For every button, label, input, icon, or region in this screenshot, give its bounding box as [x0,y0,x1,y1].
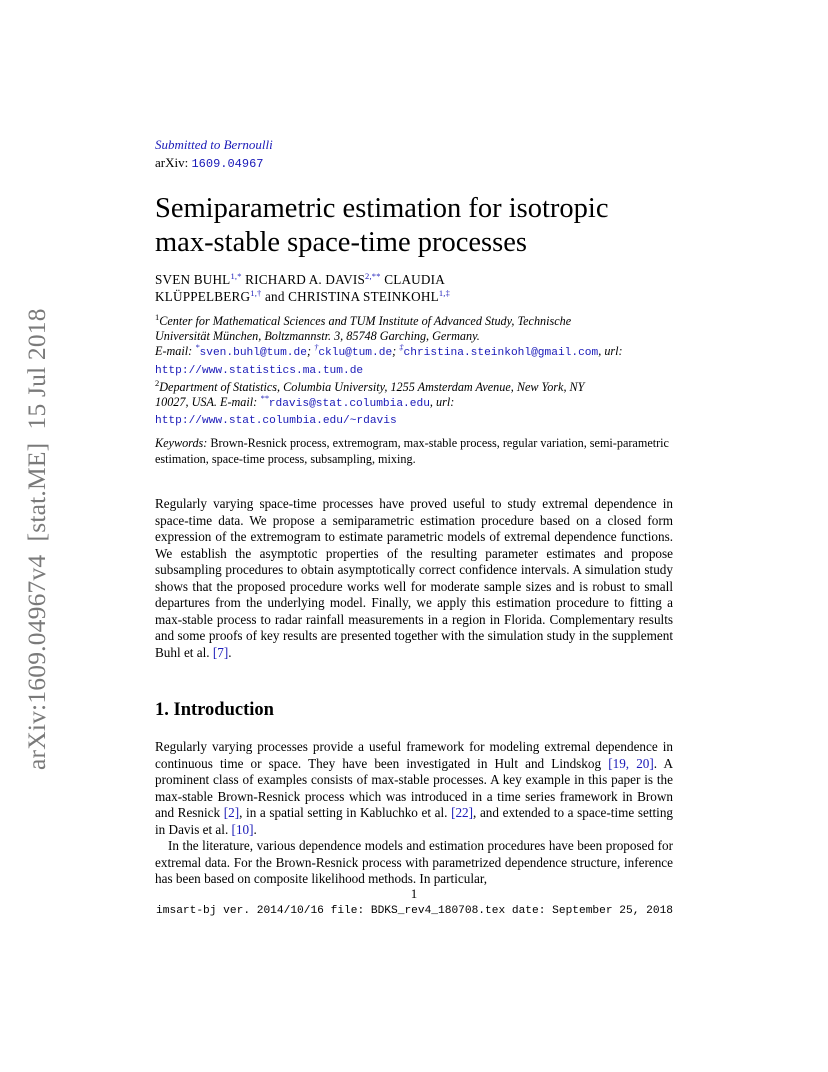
page-number: 1 [410,886,418,901]
abstract-text: Regularly varying space-time processes have proved useful to study extremal dependence in space-time data. We propose a semiparametric estimation procedure based on a closed form expression of the extremogram to estimate parametric models of extremal dependence functions. We establish the asymptotic properties of the resulting parameter estimates and propose subsampling procedures to obtain asymptotically correct confidence intervals. A simulation study shows that the proposed procedure works well for moderate sample sizes and is robust to small departures from the underlying model. Finally, we apply this estimation procedure to fitting a max-stable process to radar rainfall measurements in a region in Florida. Complementary results and some proofs of key results are presented together with the simulation study in the supplement Buhl et al. [155,496,673,660]
citation-link[interactable]: [7] [212,644,229,660]
title-line-2: max-stable space-time processes [155,227,527,258]
email-mark: * [195,342,200,353]
section-heading: 1. Introduction [155,700,274,720]
author-name: SVEN BUHL [155,272,231,287]
paragraph [155,838,673,888]
url-label: url: [436,395,455,410]
author-conjunction: and [265,289,285,304]
author-footnote-mark[interactable]: 1,* [230,271,242,281]
affiliation-1: $^1$Center for Mathematical Sciences and TUM Institute of Advanced Study, Technische Universität München, Boltzmannstr. 3, 85748 Garching, Germany. E-mail: *sven.buhl@tum.de; †cklu@tum.de; ‡christina.steinkohl@gmail.com, url: http://www.statistics.ma.tum.de [155,312,623,377]
keywords-label: Keywords: [155,436,208,450]
citation-link[interactable]: [2] [223,805,240,821]
url-label: url: [604,344,623,359]
email-link[interactable]: christina.steinkohl@gmail.com [403,347,599,360]
keywords-text: Brown-Resnick process, extremogram, max-stable process, regular variation, semi-parametric estimation, space-time process, subsampling, mixing. [155,436,669,466]
citation-link[interactable]: [10] [231,821,254,837]
author-name: CHRISTINA STEINKOHL [288,289,439,304]
submitted-to-journal[interactable] [155,137,673,153]
author-list [155,271,673,305]
url-link[interactable]: http://www.stat.columbia.edu/~rdavis [155,415,397,428]
paragraph-text: . [253,821,257,837]
affiliation-line: Department of Statistics, Columbia University, 1255 Amsterdam Avenue, New York, NY [159,380,585,394]
email-label: E-mail: [155,344,193,359]
author-footnote-mark[interactable]: 2,** [365,271,381,281]
affiliation-2: $^2$Department of Statistics, Columbia University, 1255 Amsterdam Avenue, New York, NY 10027, USA. E-mail: **rdavis@stat.columbia.edu, url: http://www.stat.columbia.edu/~rdavis [155,378,585,428]
abstract-end: . [228,644,232,660]
affiliation-line: Universität München, Boltzmannstr. 3, 85748 Garching, Germany. [155,329,480,344]
paragraph [155,739,673,838]
citation-link[interactable]: [19, 20] [608,755,654,771]
email-link[interactable]: rdavis@stat.columbia.edu [268,398,430,411]
keywords [155,436,673,467]
introduction-body [155,739,673,888]
affiliation-mark: 1 [155,312,160,322]
paragraph-text: , and extended to a space-time setting in Davis et al. [155,805,674,837]
paragraph-text: In the literature, various dependence models and estimation procedures have been proposed for extremal data. For the Brown-Resnick process with parametrized dependence structure, inference has been based on composite likelihood methods. In particular, [155,838,673,887]
paragraph-text: . A prominent class of examples consists of max-stable processes. A key example in this paper is the max-stable Brown-Resnick process which was introduced in a time series framework in Brown and Resnick [155,755,673,821]
abstract [155,496,673,661]
paper-title [155,192,673,260]
email-link[interactable]: cklu@tum.de [318,347,393,360]
citation-link[interactable]: [22] [451,805,474,821]
author-name: CLAUDIA [384,272,445,287]
submitted-text[interactable]: Submitted to Bernoulli [155,137,273,152]
paragraph-text: Regularly varying processes provide a useful framework for modeling extremal dependence in continuous time or space. They have been investigated in Hult and Lindskog [155,739,673,771]
url-link[interactable]: http://www.statistics.ma.tum.de [155,364,364,377]
affiliation-line: Center for Mathematical Sciences and TUM Institute of Advanced Study, Technische [159,314,572,328]
arxiv-id-link[interactable]: 1609.04967 [191,157,264,171]
email-mark: ** [260,393,269,404]
arxiv-identifier-line [155,155,673,171]
author-name: RICHARD A. DAVIS [245,272,366,287]
page-footer: imsart-bj ver. 2014/10/16 file: BDKS_rev4_180708.tex date: September 25, 2018 [156,905,673,917]
email-mark: ‡ [399,342,404,353]
email-mark: † [314,342,319,353]
paragraph-text: , in a spatial setting in Kabluchko et al. [239,805,452,821]
affiliation-line: 10027, USA. E-mail: [155,395,258,410]
author-name: KLÜPPELBERG [155,289,251,304]
email-link[interactable]: sven.buhl@tum.de [199,347,307,360]
arxiv-prefix: arXiv: [155,155,192,170]
arxiv-side-stamp-text: arXiv:1609.04967v4 [stat.ME] 15 Jul 2018 [22,308,51,770]
affiliation-mark: 2 [155,378,160,388]
author-footnote-mark[interactable]: 1,† [250,288,262,298]
author-footnote-mark[interactable]: 1,‡ [438,288,451,298]
arxiv-side-stamp [12,290,52,770]
title-line-1: Semiparametric estimation for isotropic [155,193,609,224]
